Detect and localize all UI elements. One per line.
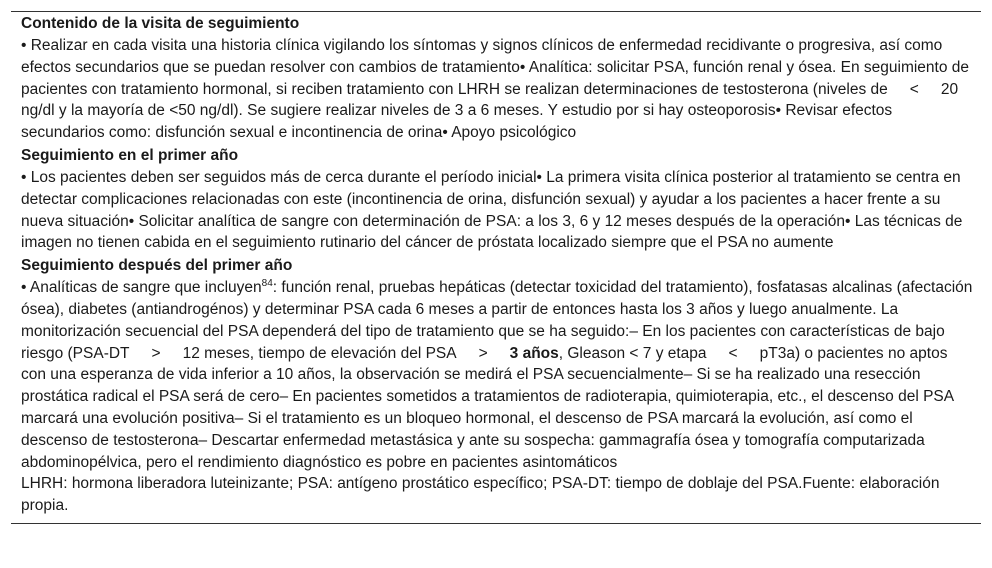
emphasis-3-anos: 3 años bbox=[509, 344, 559, 362]
section-body: • Realizar en cada visita una historia clínica vigilando los síntomas y signos clínicos de enfermedad recidivante o progresiva, así como efectos secundarios que se puedan resolver con cambios de tratamiento• Analítica: solicitar PSA, función renal y ósea. En seguimiento de pacientes con tratamiento hormonal, si reciben tratamiento con LHRH se realizan determinaciones de testosterona (niveles de < 20 ng/dl y la mayoría de <50 ng/dl). Se sugiere realizar niveles de 3 a 6 meses. Y estudio por si hay osteoporosis• Revisar efectos secundarios como: disfunción sexual e incontinencia de orina• Apoyo psicológico bbox=[21, 37, 970, 142]
section-title: Seguimiento en el primer año bbox=[21, 146, 239, 164]
section-after-first-year bbox=[11, 254, 981, 473]
reference-superscript: 84 bbox=[261, 278, 273, 290]
follow-up-table bbox=[11, 11, 981, 524]
section-first-year bbox=[11, 144, 981, 254]
section-body: • Los pacientes deben ser seguidos más de cerca durante el período inicial• La primera visita clínica posterior al tratamiento se centra en detectar complicaciones relacionadas con este (incontinencia de orina, disfunción sexual) y ayudar a los pacientes a hacer frente a su nueva situación• Solicitar analítica de sangre con determinación de PSA: a los 3, 6 y 12 meses después de la operación• Las técnicas de imagen no tienen cabida en el seguimiento rutinario del cáncer de próstata localizado siempre que el PSA no aumente bbox=[21, 168, 963, 252]
section-title: Seguimiento después del primer año bbox=[21, 257, 293, 275]
section-title: Contenido de la visita de seguimiento bbox=[21, 15, 300, 32]
section-body: • Analíticas de sangre que incluyen$^{84}$: función renal, pruebas hepáticas (detectar toxicidad del tratamiento), fosfatasas alcalinas (afectación ósea), diabetes (antiandrogénos) y determinar PSA cada 6 meses a partir de entonces hasta los 3 años y luego anualmente. La monitorización secuencial del PSA dependerá del tipo de tratamiento que se ha seguido:– En los pacientes con características de bajo riesgo (PSA-DT > 12 meses, tiempo de elevación del PSA > 3 años, Gleason < 7 y etapa < pT3a) o pacientes no aptos con una esperanza de vida inferior a 10 años, la observación se medirá el PSA secuencialmente– Si se ha realizado una resección prostática radical el PSA será de cero– En pacientes sometidos a tratamientos de radioterapia, quimioterapia, etc., el descenso del PSA marcará una evolución positiva– Si el tratamiento es un bloqueo hormonal, el descenso de PSA marcará la evolución, así como el descenso de testosterona– Descartar enfermedad metastásica y ante su sospecha: gammagrafía ósea y tomografía computarizada abdominopélvica, pero el rendimiento diagnóstico es pobre en pacientes asintomáticos bbox=[21, 278, 973, 471]
section-visit-content bbox=[11, 12, 981, 144]
table-footnote: LHRH: hormona liberadora luteinizante; PSA: antígeno prostático específico; PSA-DT: tiempo de doblaje del PSA.Fuente: elaboración propia. bbox=[21, 475, 940, 515]
